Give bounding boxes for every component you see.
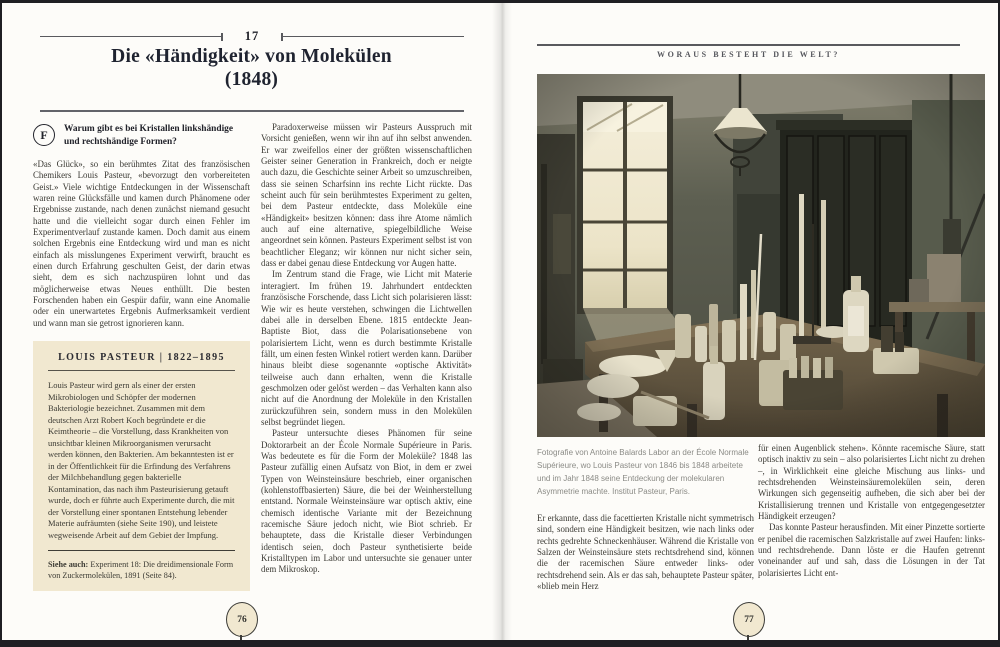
question-block [33,123,250,148]
page-number-left: 76 [226,602,258,637]
paragraph: Paradoxerweise müssen wir Pasteurs Ausspruch mit Vorsicht genießen, wenn wir ihn auf ihn selbst anwenden. Er war zweifellos einer der größten wissenschaftlichen Geister seiner Generation in Frankreich, doch er neigte auch dazu, die Geschichte seiner Arbeit so umzuschreiben, dass sie seinen Scharfsinn ins rechte Licht rückte. Das scheint auch für sein berühmtestes Experiment zu gelten, bei dem Pasteur entdeckte, dass Moleküle eine «Händigkeit» besitzen können: dass ihre Atome nämlich auch auf eine alternative, spiegelbildliche Weise angeordnet sein können. Pasteurs Experiment selbst ist von beachtlicher Eleganz; wir können nur nicht sicher sein, dass er dabei genau diese Entdeckung vor Augen hatte. [261,122,472,269]
photo-caption: Fotografie von Antoine Balards Labor an der École Normale Supérieure, wo Louis Pasteur von 1846 bis 1848 arbeitete und im Jahr 1848 seine Entdeckung der molekularen Asymmetrie machte. Institut Pasteur, Paris. [537,448,749,496]
running-head-rule [537,44,960,46]
paragraph: für einen Augenblick stehen». Könnte racemische Säure, statt optisch inaktiv zu sein – also polarisiertes Licht nicht zu drehen –, in Wirklichkeit eine gleiche Mischung aus links- und rechtsdrehenden Weinsteinsäuremolekülen sein, deren Wirkungen sich gegenseitig aufheben, die sich aber bei der Kristallisierung trennen und Kristalle von entgegengesetzter Händigkeit erzeugen? [758,443,985,522]
question-text: Warum gibt es bei Kristallen linkshändige und rechtshändige Formen? [64,124,234,147]
title-line-1: Die «Händigkeit» von Molekülen [111,46,392,67]
running-head: WORAUS BESTEHT DIE WELT? [657,50,840,59]
paragraph: Das konnte Pasteur herausfinden. Mit einer Pinzette sortierte er penibel die racemischen Salzkristalle auf zwei Haufen: links- und rechtsdrehende. Dann löste er die Haufen getrennt voneinander auf und sah, dass die Lösungen in der Tat polarisiertes Licht ent- [758,522,985,578]
paragraph: Pasteur untersuchte dieses Phänomen für seine Doktorarbeit an der École Normale Supérieure in Paris. Was bedeutete es für die Form der Moleküle? 1848 las Pasteur zufällig einen Aufsatz von Biot, in dem er zwei Typen von Weinsteinsäure beschrieb, einer organischen (kohlenstoffbasierten) Säure, die bei der Weinherstellung entstand. Normale Weinsteinsäure war optisch aktiv, eine chemisch identische Variante mit der Bezeichnung racemische Säure jedoch nicht, wie Biot schrieb. Er behauptete, dass die Kristalle dieser Verbindungen identisch seien, doch Pasteur synthetisierte beide Kristalltypen im Labor und untersuchte sie genauer unter dem Mikroskop. [261,428,472,575]
see-also-text: Experiment 18: Die dreidimensionale Form von Zuckermolekülen, 1891 (Seite 84). [48,560,234,581]
top-border [0,0,1000,3]
chapter-rule-left [40,36,223,38]
right-page-second-column [758,443,985,579]
title-line-2: (1848) [224,69,279,90]
paragraph: «Das Glück», so ein berühmtes Zitat des französischen Chemikers Louis Pasteur, «bevorzugt den vorbereiteten Geist.» Viele wichtige Entdeckungen in der Wissenschaft waren reine Glücksfälle und kamen durch Phänomene oder Ergebnisse zustande, nach denen zunächst niemand gesucht hatte und die vielleicht sogar durch einen Fehler im Experimentverlauf zustande kamen. Doch damit aus einem solchen Ergebnis eine Entdeckung wird und man es nicht einfach als misslungenes Experiment verwirft, braucht es einen durch Erfahrung geschulten Geist, der darin etwas sieht, dem es sich nachzuspüren lohnt und das möglicherweise etwas Neues enthüllt. Die besten Forschenden haben ein Gespür dafür, wann eine Anomalie oder ein unerwartetes Ergebnis Aufmerksamkeit verdient und wann man sie getrost ignorieren kann. [33,159,250,328]
left-border [0,0,2,647]
laboratory-photo [537,74,985,437]
page-gutter-shadow [492,3,512,640]
biography-box-text: Louis Pasteur wird gern als einer der ersten Mikrobiologen und Schöpfer der modernen Bakteriologie bezeichnet. Zusammen mit dem deutschen Arzt Robert Koch begründete er die Keimtheorie – die Vorstellung, dass Krankheiten von unsichtbar kleinen Mikroorganismen verursacht werden können, den Bakterien. Am bekanntesten ist er in der Öffentlichkeit für die Erfindung des Verfahrens der Milchbehandlung gegen bakterielle Kontamination, das nach ihm Pasteurisierung getauft wurde, doch er führte auch Experimente durch, die mit der Vorstellung einer spontanen Entstehung lebender Materie aufräumten (siehe Seite 190), und leistete wegweisende Arbeit auf dem Gebiet der Impfung. [48,380,235,540]
biography-box-title: LOUIS PASTEUR | 1822–1895 [48,352,235,371]
left-column [33,123,250,591]
left-page-second-column [261,122,472,576]
bottom-border [0,640,1000,647]
title-divider [40,110,464,112]
paragraph: Im Zentrum stand die Frage, wie Licht mit Materie interagiert. Im frühen 19. Jahrhundert entdeckten französische Forschende, dass Licht sich polarisieren lässt: Wie wir es heute verstehen, schwingen die Lichtwellen dabei alle in derselben Ebene. 1815 entdeckte Jean-Baptiste Biot, dass die Polarisationsebene von polarisiertem Licht, wenn es durch bestimmte Kristalle fällt, um einen festen Winkel rotiert werden kann. Darüber hinaus bleibt diese sogenannte «optische Aktivität» teilweise auch dann erhalten, wenn die Kristalle geschmolzen oder gelöst werden – das Verhalten kann also nicht auf die Anordnung der Moleküle in den Kristallen zurückzuführen sein, sondern muss in den Molekülen selbst begründet liegen. [261,269,472,427]
chapter-rule-right [281,36,464,38]
biography-box [33,341,250,591]
paragraph: Er erkannte, dass die facettierten Kristalle nicht symmetrisch sind, sondern eine Händigkeit besitzen, wie nach links oder rechts gedrehte Schneckenhäuser. Während die Kristalle von Salzen der Weinsteinsäure stets rechtsdrehend sind, können die der racemischen Säure entweder links- oder rechtsdrehend sein. Als er das sah, behauptete Pasteur später, «blieb mein Herz [537,513,754,592]
right-page-first-column [537,513,754,592]
see-also-note [48,550,235,581]
chapter-number-row [40,29,464,44]
page-number-right: 77 [733,602,765,637]
see-also-label: Siehe auch: [48,560,89,570]
question-icon: F [33,124,55,146]
photo-vignette [537,74,985,437]
chapter-number: 17 [244,29,260,43]
page-title [33,45,470,91]
